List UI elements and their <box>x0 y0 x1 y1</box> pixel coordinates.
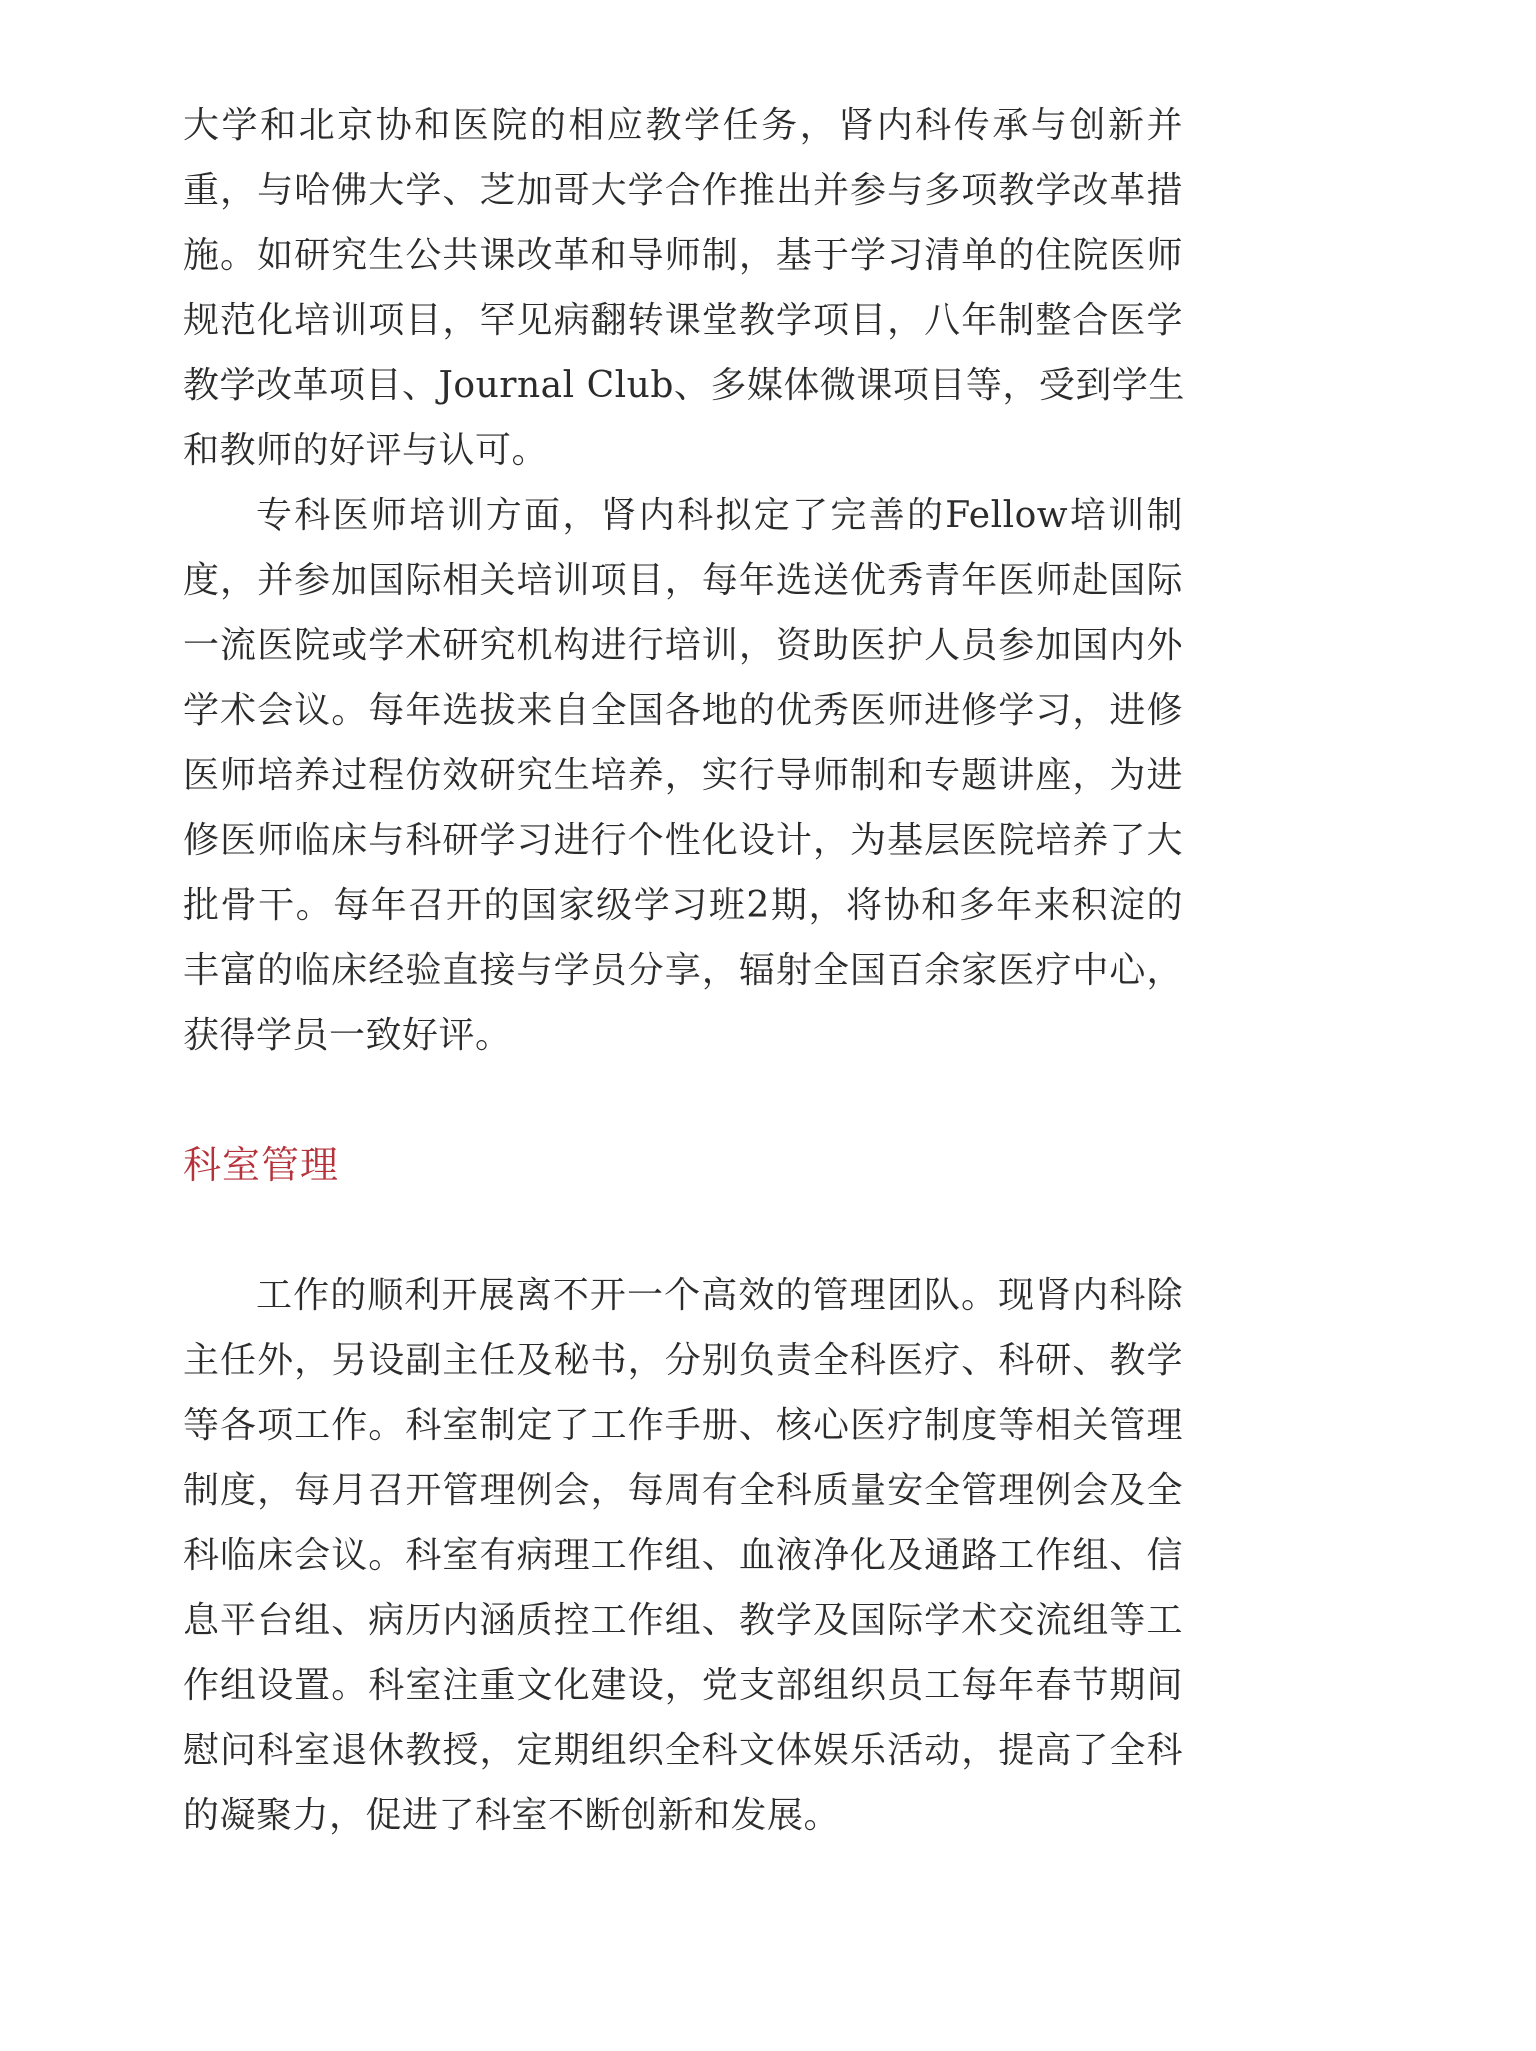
text-line: 主任外，另设副主任及秘书，分别负责全科医疗、科研、教学 <box>183 1340 1183 1381</box>
text-line: 科临床会议。科室有病理工作组、血液净化及通路工作组、信 <box>183 1535 1183 1576</box>
text-line: 修医师临床与科研学习进行个性化设计，为基层医院培养了大 <box>183 820 1183 861</box>
text-line: 度，并参加国际相关培训项目，每年选送优秀青年医师赴国际 <box>183 560 1183 601</box>
paragraph-fellow-training <box>183 483 1183 1068</box>
text-line: 教学改革项目、Journal Club、多媒体微课项目等，受到学生 <box>183 365 1185 406</box>
text-line: 批骨干。每年召开的国家级学习班2期，将协和多年来积淀的 <box>183 885 1183 926</box>
text-line: 医师培养过程仿效研究生培养，实行导师制和专题讲座，为进 <box>183 755 1183 796</box>
text-line: 作组设置。科室注重文化建设，党支部组织员工每年春节期间 <box>183 1665 1183 1706</box>
text-line: 的凝聚力，促进了科室不断创新和发展。 <box>183 1795 841 1836</box>
text-line: 一流医院或学术研究机构进行培训，资助医护人员参加国内外 <box>183 625 1183 666</box>
text-line: 工作的顺利开展离不开一个高效的管理团队。现肾内科除 <box>256 1275 1183 1316</box>
text-line: 和教师的好评与认可。 <box>183 430 549 471</box>
paragraph-teaching-reform <box>183 93 1183 483</box>
text-line: 等各项工作。科室制定了工作手册、核心医疗制度等相关管理 <box>183 1405 1183 1446</box>
text-line: 息平台组、病历内涵质控工作组、教学及国际学术交流组等工 <box>183 1600 1183 1641</box>
text-line: 慰问科室退休教授，定期组织全科文体娱乐活动，提高了全科 <box>183 1730 1183 1771</box>
paragraph-department-management <box>183 1263 1183 1848</box>
text-line: 重，与哈佛大学、芝加哥大学合作推出并参与多项教学改革措 <box>183 170 1183 211</box>
text-line: 学术会议。每年选拔来自全国各地的优秀医师进修学习，进修 <box>183 690 1183 731</box>
text-line: 丰富的临床经验直接与学员分享，辐射全国百余家医疗中心， <box>183 950 1183 991</box>
text-line: 专科医师培训方面，肾内科拟定了完善的Fellow培训制 <box>256 495 1183 536</box>
section-heading: 科室管理 <box>183 1143 340 1187</box>
text-line: 制度，每月召开管理例会，每周有全科质量安全管理例会及全 <box>183 1470 1183 1511</box>
text-line: 获得学员一致好评。 <box>183 1015 512 1056</box>
text-line: 规范化培训项目，罕见病翻转课堂教学项目，八年制整合医学 <box>183 300 1183 341</box>
text-line: 施。如研究生公共课改革和导师制，基于学习清单的住院医师 <box>183 235 1183 276</box>
text-line: 大学和北京协和医院的相应教学任务，肾内科传承与创新并 <box>183 105 1183 146</box>
